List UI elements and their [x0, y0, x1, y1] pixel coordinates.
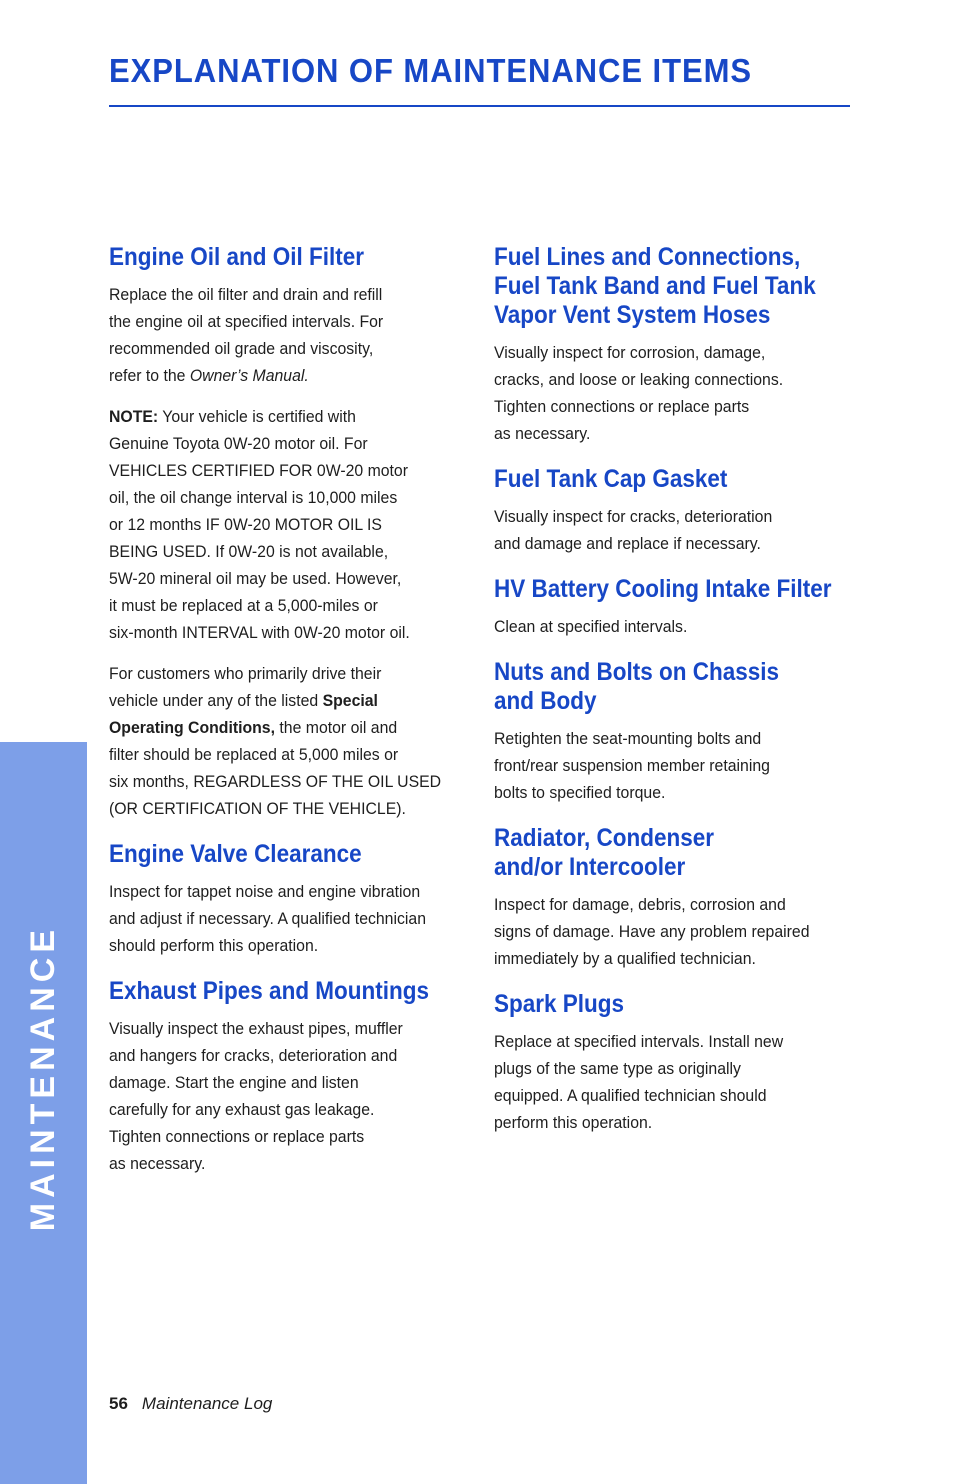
heading-radiator — [494, 824, 818, 882]
engine-oil-note — [109, 403, 444, 646]
text-line: perform this operation. — [494, 1113, 653, 1132]
heading-hv-battery: HV Battery Cooling Intake Filter — [494, 575, 832, 603]
text-line: Genuine Toyota 0W-20 motor oil. For — [109, 434, 368, 453]
text-line: damage. Start the engine and listen — [109, 1073, 359, 1092]
text-line: VEHICLES CERTIFIED FOR 0W-20 motor — [109, 461, 408, 480]
text-line: Inspect for damage, debris, corrosion and — [494, 895, 786, 914]
engine-oil-special-conditions — [109, 660, 444, 822]
text-line: signs of damage. Have any problem repaired — [494, 922, 810, 941]
text-line: For customers who primarily drive their — [109, 664, 382, 683]
page-number: 56 — [109, 1394, 128, 1413]
heading-cap-gasket: Fuel Tank Cap Gasket — [494, 465, 728, 493]
text-line: Retighten the seat-mounting bolts and — [494, 729, 762, 748]
nuts-bolts-text — [494, 725, 829, 806]
right-column — [494, 243, 854, 1154]
text-line: and hangers for cracks, deterioration and — [109, 1046, 398, 1065]
page-title: EXPLANATION OF MAINTENANCE ITEMS — [109, 52, 753, 89]
section-side-tab — [0, 742, 87, 1484]
heading-nuts-bolts — [494, 658, 818, 716]
heading-exhaust: Exhaust Pipes and Mountings — [109, 977, 430, 1005]
text-line: as necessary. — [494, 424, 591, 443]
text-line: carefully for any exhaust gas leakage. — [109, 1100, 375, 1119]
heading-engine-oil: Engine Oil and Oil Filter — [109, 243, 365, 271]
text-run: the motor oil and — [275, 718, 398, 737]
footer-doc-title: Maintenance Log — [141, 1394, 273, 1413]
engine-oil-intro — [109, 281, 444, 389]
section-cap-gasket — [494, 465, 854, 557]
note-label: NOTE: — [109, 407, 159, 426]
refer-text: refer to the — [109, 366, 190, 385]
section-exhaust — [109, 977, 469, 1177]
cap-gasket-text — [494, 503, 829, 557]
text-line: Visually inspect the exhaust pipes, muffler — [109, 1019, 403, 1038]
text-line: it must be replaced at a 5,000-miles or — [109, 596, 378, 615]
section-radiator — [494, 824, 854, 972]
text-line: should perform this operation. — [109, 936, 319, 955]
heading-line: Fuel Tank Band and Fuel Tank — [494, 272, 816, 300]
text-line — [109, 687, 444, 714]
side-tab-label: MAINTENANCE — [24, 924, 62, 1231]
section-spark-plugs — [494, 990, 854, 1136]
section-valve-clearance — [109, 840, 469, 959]
text-run: vehicle under any of the listed — [109, 691, 323, 710]
text-line: cracks, and loose or leaking connections. — [494, 370, 784, 389]
text-line: front/rear suspension member retaining — [494, 756, 770, 775]
valve-clearance-text — [109, 878, 444, 959]
heading-fuel-lines — [494, 243, 818, 330]
text-line: plugs of the same type as originally — [494, 1059, 741, 1078]
text-line: Replace at specified intervals. Install new — [494, 1032, 784, 1051]
text-line: Inspect for tappet noise and engine vibration — [109, 882, 421, 901]
text-line: Tighten connections or replace parts — [109, 1127, 365, 1146]
side-tab-label-wrap — [0, 742, 87, 1484]
text-line: Replace the oil filter and drain and refill — [109, 285, 383, 304]
heading-line: Fuel Lines and Connections, — [494, 243, 801, 271]
exhaust-text — [109, 1015, 444, 1177]
owners-manual-ref: Owner’s Manual. — [189, 366, 309, 385]
text-line: immediately by a qualified technician. — [494, 949, 756, 968]
heading-line: Vapor Vent System Hoses — [494, 301, 771, 329]
hv-battery-text — [494, 613, 829, 640]
section-nuts-bolts — [494, 658, 854, 806]
text-line: 5W-20 mineral oil may be used. However, — [109, 569, 402, 588]
text-line: recommended oil grade and viscosity, — [109, 339, 374, 358]
text-line: filter should be replaced at 5,000 miles or — [109, 745, 399, 764]
text-line: and damage and replace if necessary. — [494, 534, 761, 553]
heading-line: and/or Intercooler — [494, 853, 686, 881]
text-line — [109, 362, 444, 389]
title-rule — [109, 105, 850, 107]
text-line — [109, 714, 444, 741]
text-line: and adjust if necessary. A qualified technician — [109, 909, 426, 928]
heading-line: Nuts and Bolts on Chassis — [494, 658, 780, 686]
text-line: the engine oil at specified intervals. For — [109, 312, 384, 331]
spark-plugs-text — [494, 1028, 829, 1136]
heading-spark-plugs: Spark Plugs — [494, 990, 625, 1018]
text-line: or 12 months IF 0W-20 MOTOR OIL IS — [109, 515, 382, 534]
note-first-line: Your vehicle is certified with — [158, 407, 356, 426]
text-line: (OR CERTIFICATION OF THE VEHICLE). — [109, 799, 406, 818]
fuel-lines-text — [494, 339, 829, 447]
operating-conditions-term: Operating Conditions, — [109, 718, 276, 737]
text-line: oil, the oil change interval is 10,000 miles — [109, 488, 398, 507]
text-line: six months, REGARDLESS OF THE OIL USED — [109, 772, 442, 791]
text-line: Tighten connections or replace parts — [494, 397, 750, 416]
heading-line: Radiator, Condenser — [494, 824, 715, 852]
text-line: bolts to specified torque. — [494, 783, 666, 802]
text-line: six-month INTERVAL with 0W-20 motor oil. — [109, 623, 410, 642]
page-footer — [109, 1394, 272, 1414]
left-column — [109, 243, 469, 1195]
section-fuel-lines — [494, 243, 854, 447]
heading-valve-clearance: Engine Valve Clearance — [109, 840, 362, 868]
radiator-text — [494, 891, 829, 972]
text-line: Clean at specified intervals. — [494, 617, 688, 636]
heading-line: and Body — [494, 687, 597, 715]
text-line: equipped. A qualified technician should — [494, 1086, 767, 1105]
text-line — [109, 403, 444, 430]
text-line: Visually inspect for cracks, deterioration — [494, 507, 773, 526]
section-hv-battery — [494, 575, 854, 640]
section-engine-oil — [109, 243, 469, 822]
special-term: Special — [322, 691, 378, 710]
text-line: Visually inspect for corrosion, damage, — [494, 343, 766, 362]
text-line: as necessary. — [109, 1154, 206, 1173]
text-line: BEING USED. If 0W-20 is not available, — [109, 542, 389, 561]
